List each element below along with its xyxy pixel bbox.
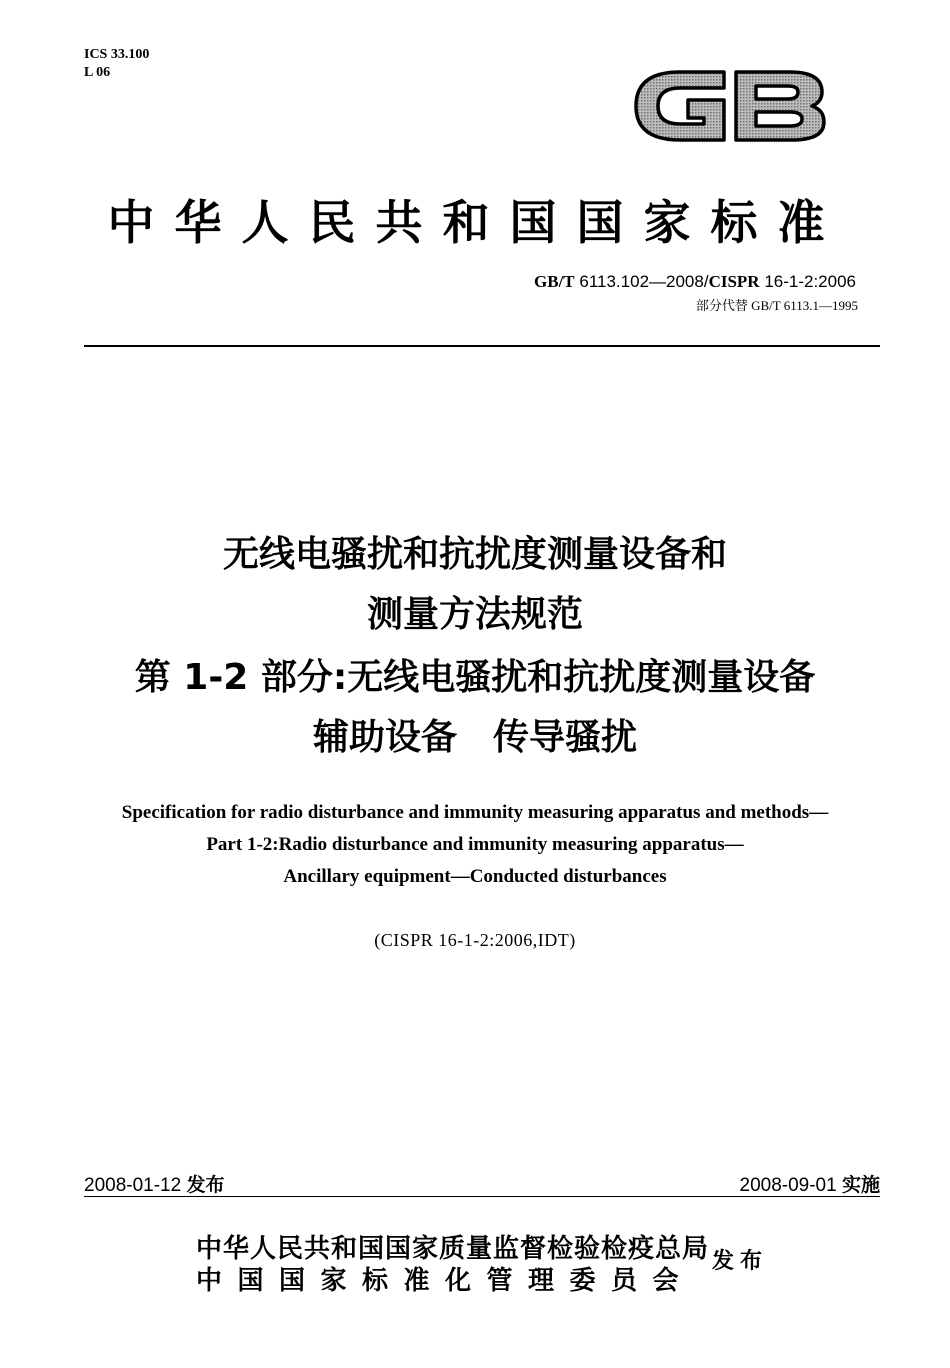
replaces-note: 部分代替 GB/T 6113.1—1995 xyxy=(695,298,858,313)
issue-date-label: 发布 xyxy=(186,1174,225,1196)
publish-label: 发布 xyxy=(712,1248,769,1274)
effective-date xyxy=(740,1170,881,1197)
standard-cispr: CISPR xyxy=(708,272,760,291)
equivalence-note: (CISPR 16-1-2:2006,IDT) xyxy=(374,930,576,950)
effective-date-value: 2008-09-01 xyxy=(739,1175,837,1196)
classification-codes xyxy=(84,46,149,82)
national-standard-title: 中华人民共和国国家标准 xyxy=(107,196,845,251)
gb-logo xyxy=(632,58,828,154)
issuer-line-2: 中国国家标准化管理委员会 xyxy=(196,1266,695,1296)
en-title-line-3: Ancillary equipment—Conducted disturbances xyxy=(283,866,667,887)
en-title-line-2: Part 1-2:Radio disturbance and immunity measuring apparatus— xyxy=(206,834,744,855)
standard-prefix: GB/T xyxy=(534,272,575,291)
issuer-line-1: 中华人民共和国国家质量监督检验检疫总局 xyxy=(196,1234,710,1264)
footer-divider xyxy=(84,1196,880,1197)
standard-number-mid: 6113.102—2008/ xyxy=(579,272,709,291)
standard-number-suffix: 16-1-2:2006 xyxy=(764,272,856,291)
en-title-line-1: Specification for radio disturbance and immunity measuring apparatus and methods— xyxy=(121,802,829,823)
cn-title-line-3: 第 1-2 部分:无线电骚扰和抗扰度测量设备 xyxy=(134,657,816,698)
header-divider xyxy=(84,345,880,347)
cn-title-line-2: 测量方法规范 xyxy=(366,594,583,635)
effective-date-label: 实施 xyxy=(841,1174,880,1196)
cn-title-line-1: 无线电骚扰和抗扰度测量设备和 xyxy=(222,534,727,575)
cn-title-line-4: 辅助设备 传导骚扰 xyxy=(312,717,637,758)
standard-number xyxy=(534,272,856,292)
issue-date xyxy=(84,1170,225,1197)
ics-code: ICS 33.100 xyxy=(84,47,150,62)
ccs-code: L 06 xyxy=(84,65,111,80)
issue-date-value: 2008-01-12 xyxy=(84,1175,182,1196)
